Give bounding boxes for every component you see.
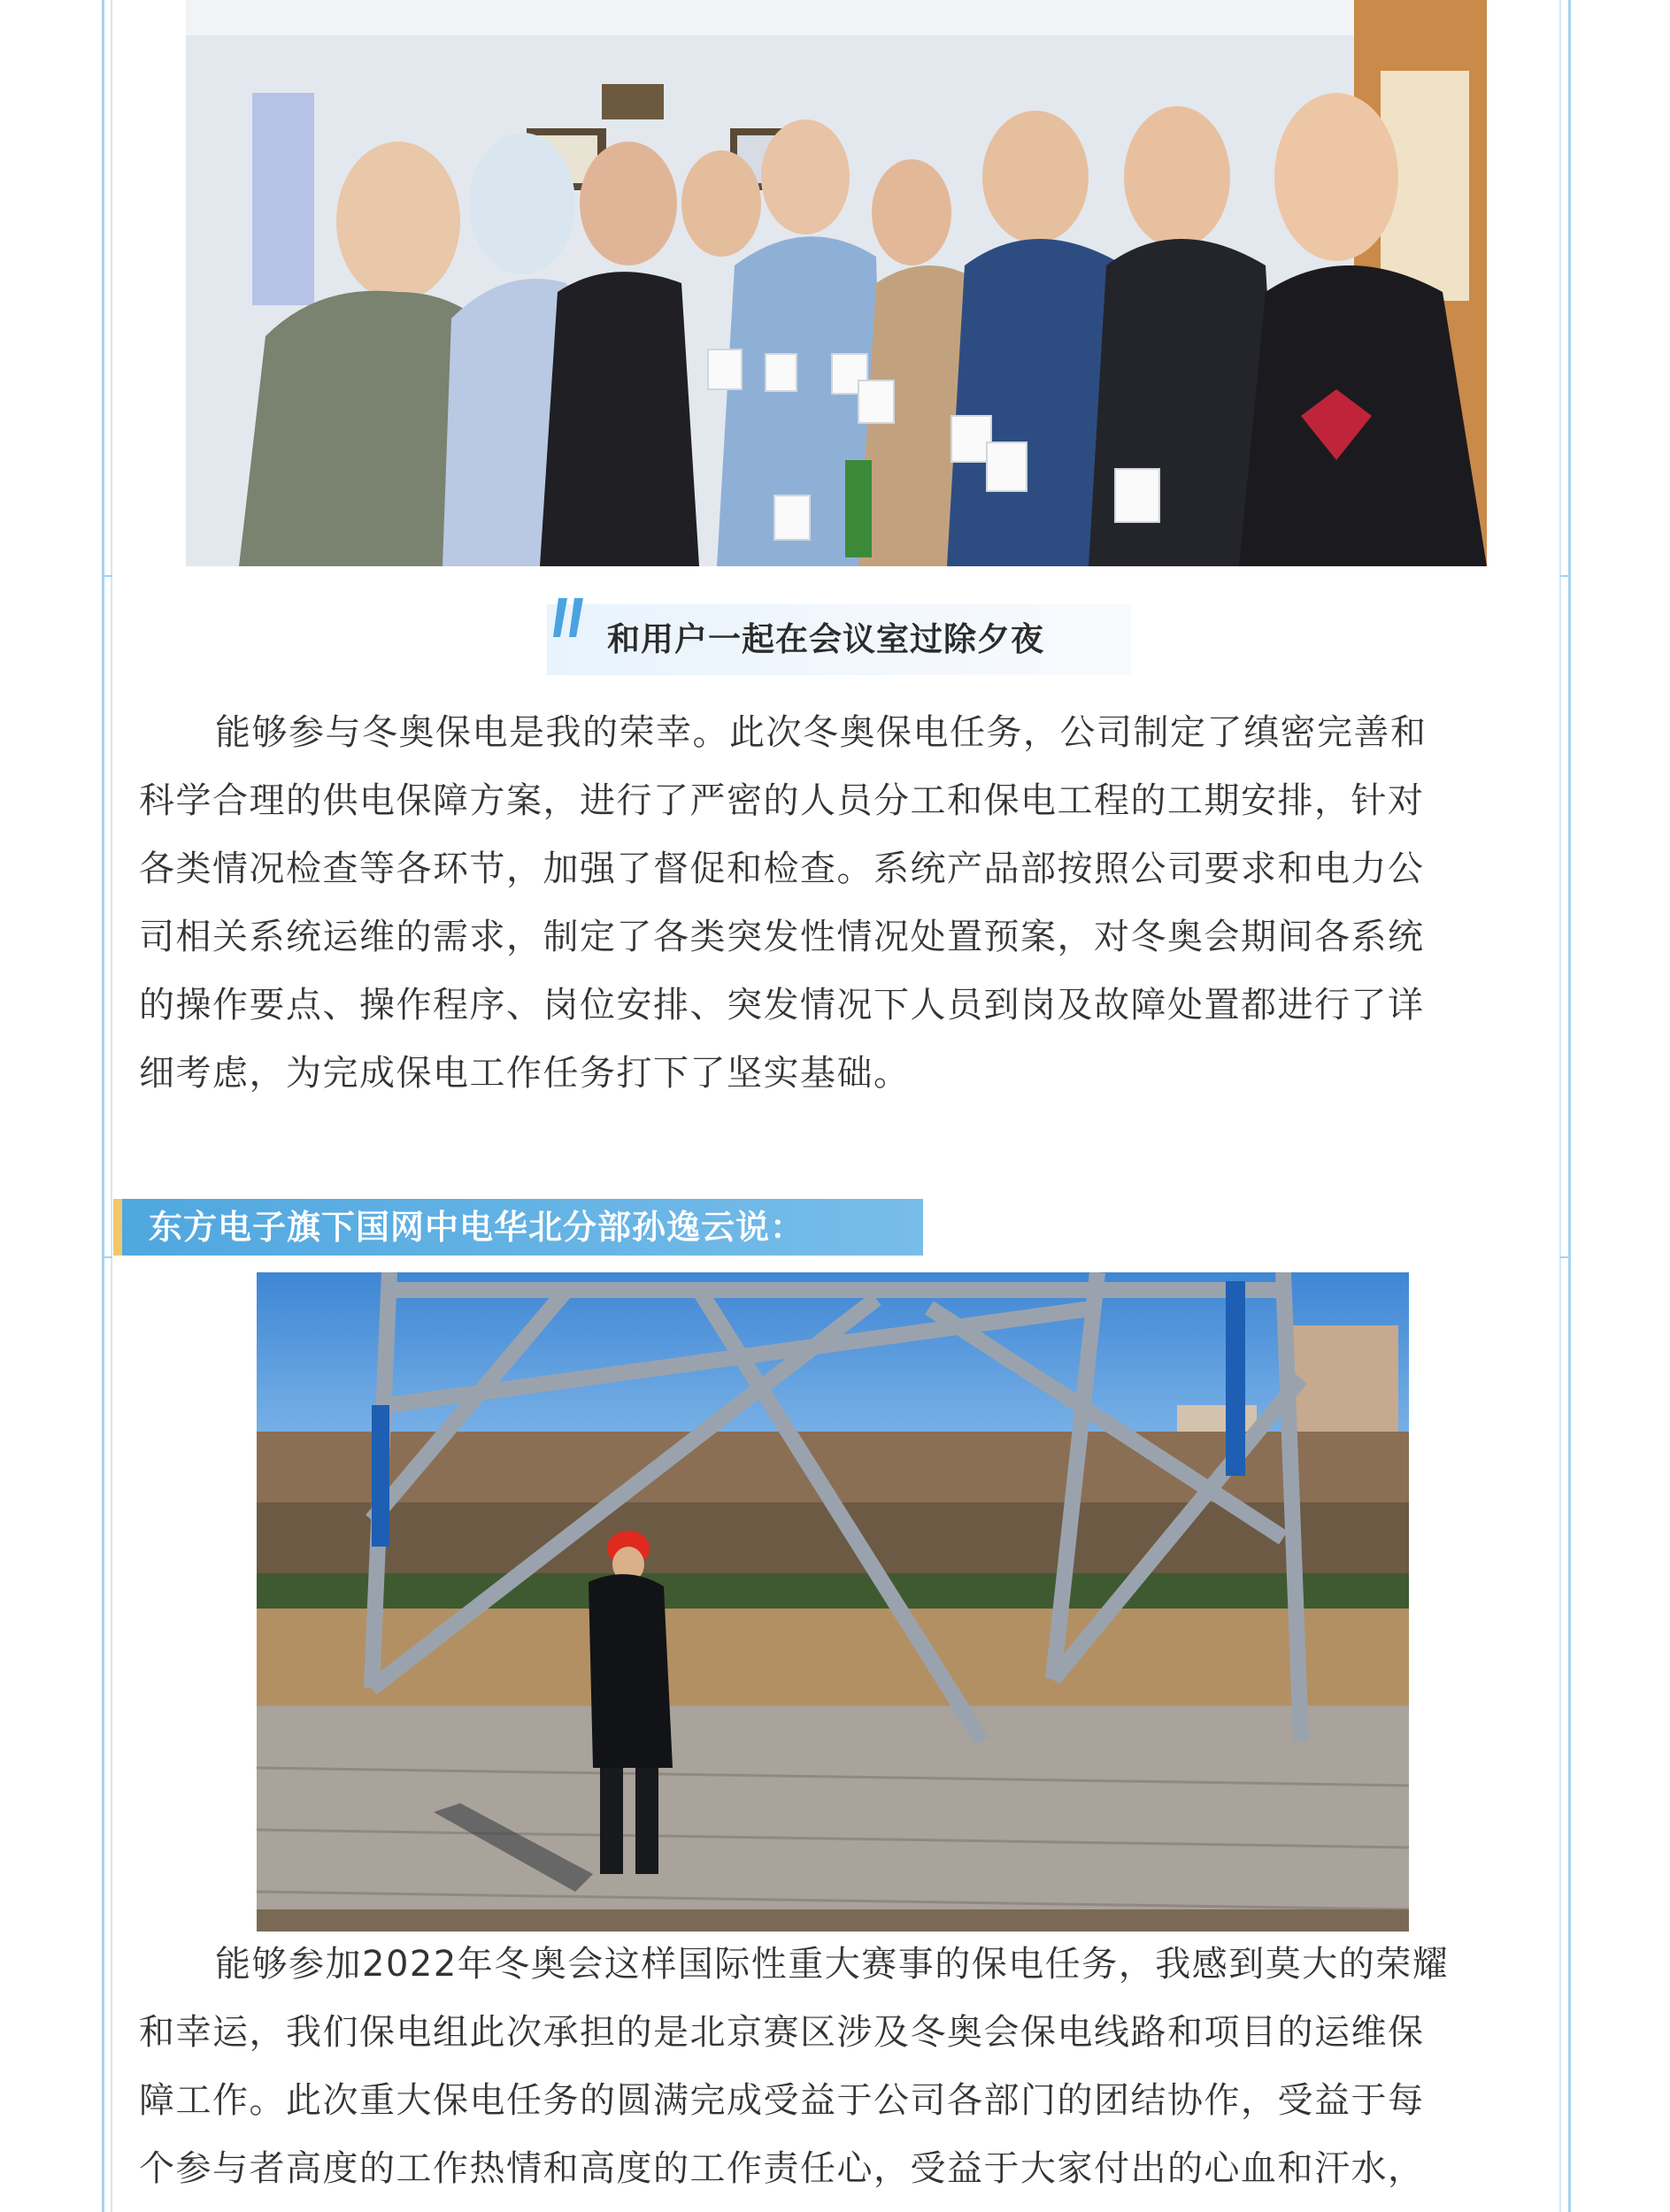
frame-tick — [102, 1256, 112, 1258]
frame-right-inner — [1559, 0, 1561, 2212]
frame-left-outer — [102, 0, 104, 2212]
paragraph-line: 和幸运，我们保电组此次承担的是北京赛区涉及冬奥会保电线路和项目的运维保 — [139, 2012, 1425, 2053]
paragraph-2 — [139, 1931, 1535, 2203]
section-header — [113, 1199, 923, 1256]
paragraph-line: 各类情况检查等各环节，加强了督促和检查。系统产品部按照公司要求和电力公 — [139, 849, 1425, 889]
group-toast-photo — [186, 0, 1487, 566]
section-header-text: 东方电子旗下国网中电华北分部孙逸云说： — [149, 1208, 805, 1247]
frame-left-inner — [111, 0, 112, 2212]
paragraph-line: 能够参加2022年冬奥会这样国际性重大赛事的保电任务，我感到莫大的荣耀 — [215, 1944, 1450, 1985]
photo-caption: 和用户一起在会议室过除夕夜 — [607, 620, 1044, 658]
quote-mark-icon — [553, 591, 589, 644]
paragraph-line: 细考虑，为完成保电工作任务打下了坚实基础。 — [139, 1053, 911, 1094]
paragraph-line: 个参与者高度的工作热情和高度的工作责任心，受益于大家付出的心血和汗水， — [139, 2148, 1425, 2189]
paragraph-line: 司相关系统运维的需求，制定了各类突发性情况处置预案，对冬奥会期间各系统 — [139, 917, 1425, 957]
frame-tick — [102, 575, 112, 577]
frame-tick — [1560, 1256, 1571, 1258]
power-tower-inspection-photo — [257, 1272, 1409, 1932]
paragraph-line: 能够参与冬奥保电是我的荣幸。此次冬奥保电任务，公司制定了缜密完善和 — [215, 712, 1428, 753]
paragraph-line: 障工作。此次重大保电任务的圆满完成受益于公司各部门的团结协作，受益于每 — [139, 2080, 1425, 2121]
section-header-accent — [113, 1199, 122, 1256]
frame-right-outer — [1568, 0, 1571, 2212]
paragraph-line: 的操作要点、操作程序、岗位安排、突发情况下人员到岗及故障处置都进行了详 — [139, 985, 1425, 1025]
paragraph-1 — [139, 699, 1535, 1108]
paragraph-line: 科学合理的供电保障方案，进行了严密的人员分工和保电工程的工期安排，针对 — [139, 780, 1425, 821]
frame-tick — [1560, 575, 1571, 577]
